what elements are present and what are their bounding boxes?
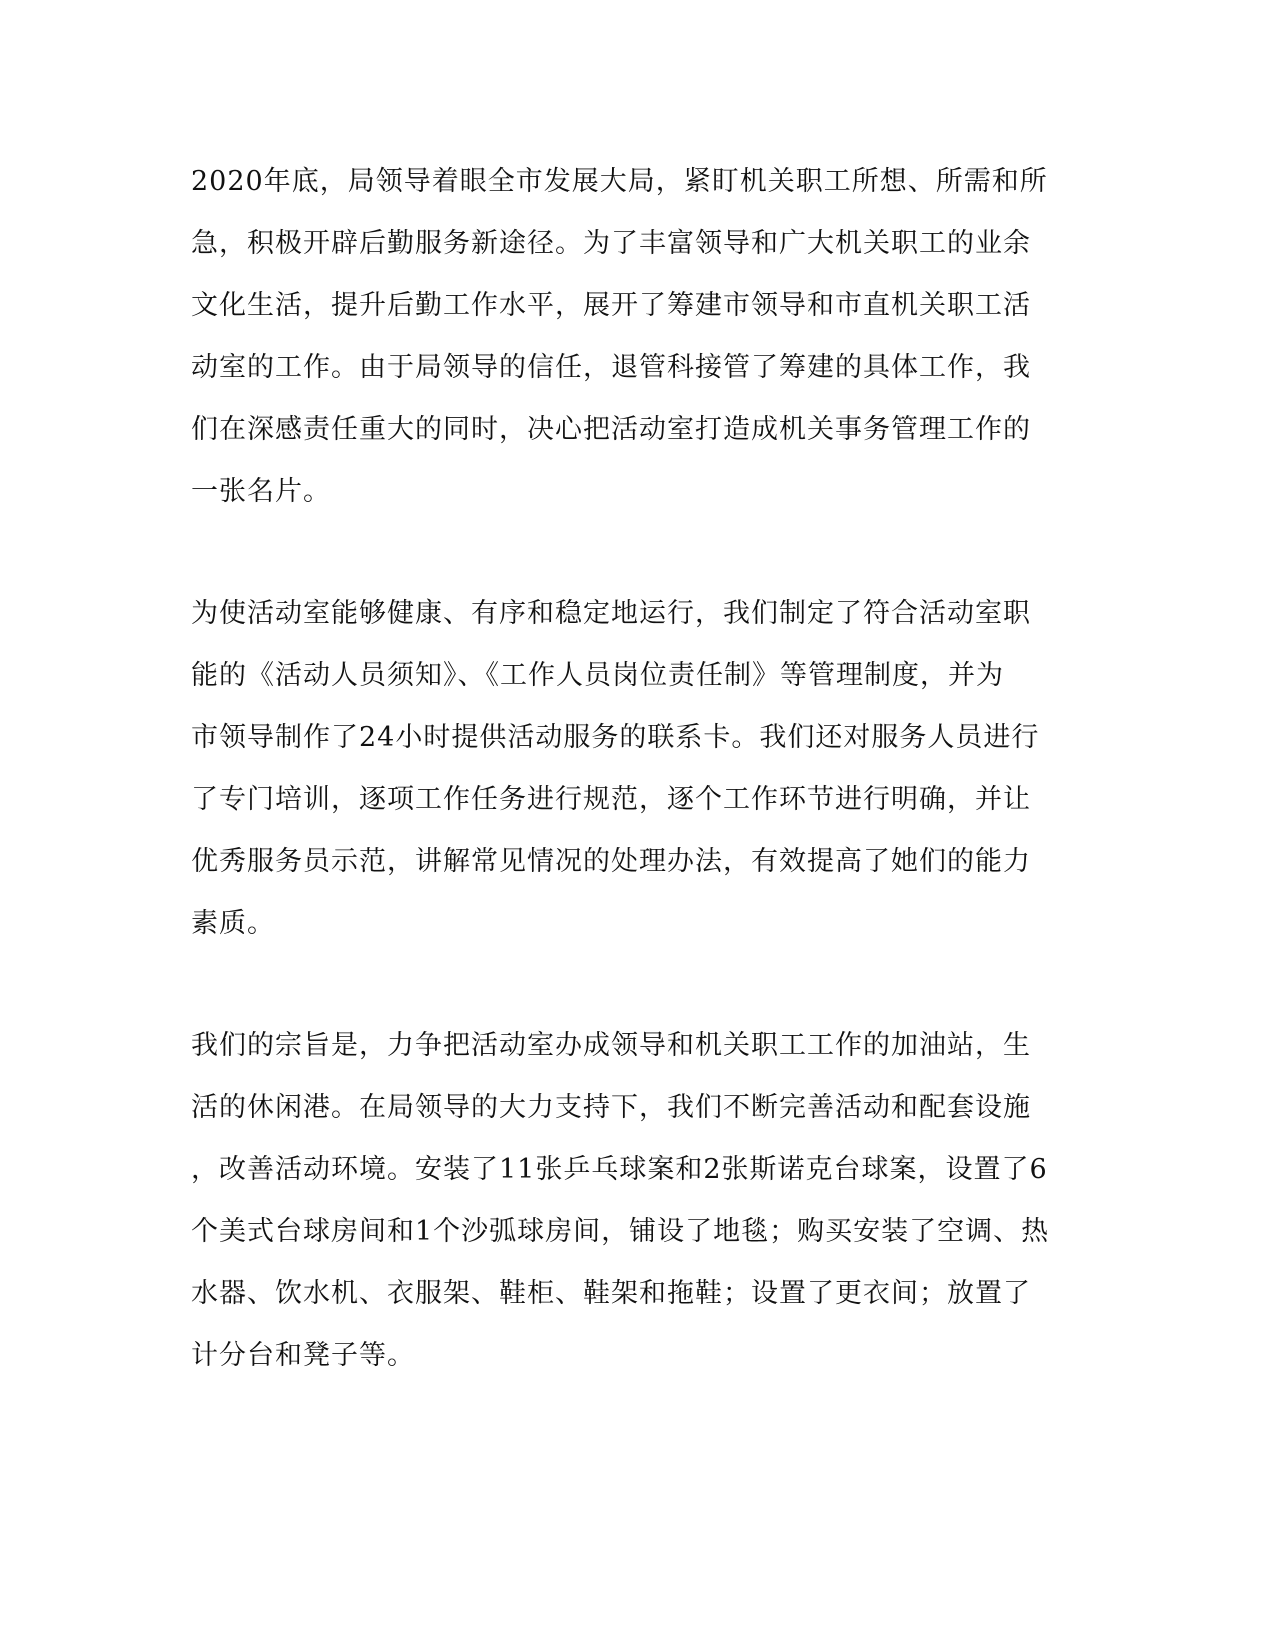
text-line: 们在深感责任重大的同时，决心把活动室打造成机关事务管理工作的 [191,414,1031,445]
text-line: 计分台和凳子等。 [191,1340,415,1371]
text-line: 活的休闲港。在局领导的大力支持下，我们不断完善活动和配套设施 [191,1092,1031,1123]
text-line: 水器、饮水机、衣服架、鞋柜、鞋架和拖鞋；设置了更衣间；放置了 [191,1278,1031,1309]
text-line: 为使活动室能够健康、有序和稳定地运行，我们制定了符合活动室职 [191,598,1031,629]
text-line: ，改善活动环境。安装了11张乒乓球案和2张斯诺克台球案，设置了6 [191,1154,1048,1185]
text-line: 动室的工作。由于局领导的信任，退管科接管了筹建的具体工作，我 [191,352,1031,383]
text-line: 市领导制作了24小时提供活动服务的联系卡。我们还对服务人员进行 [191,722,1040,753]
text-line: 素质。 [191,908,275,939]
text-line: 能的《活动人员须知》、《工作人员岗位责任制》等管理制度，并为 [191,660,1004,691]
text-line: 了专门培训，逐项工作任务进行规范，逐个工作环节进行明确，并让 [191,784,1031,815]
text-line: 个美式台球房间和1个沙弧球房间，铺设了地毯；购买安装了空调、热 [191,1216,1050,1247]
text-line: 优秀服务员示范，讲解常见情况的处理办法，有效提高了她们的能力 [191,846,1031,877]
text-line: 急，积极开辟后勤服务新途径。为了丰富领导和广大机关职工的业余 [191,228,1031,259]
text-line: 一张名片。 [191,476,331,507]
text-line: 2020年底，局领导着眼全市发展大局，紧盯机关职工所想、所需和所 [191,166,1048,197]
text-line: 文化生活，提升后勤工作水平，展开了筹建市领导和市直机关职工活 [191,290,1031,321]
text-line: 我们的宗旨是，力争把活动室办成领导和机关职工工作的加油站，生 [191,1030,1031,1061]
